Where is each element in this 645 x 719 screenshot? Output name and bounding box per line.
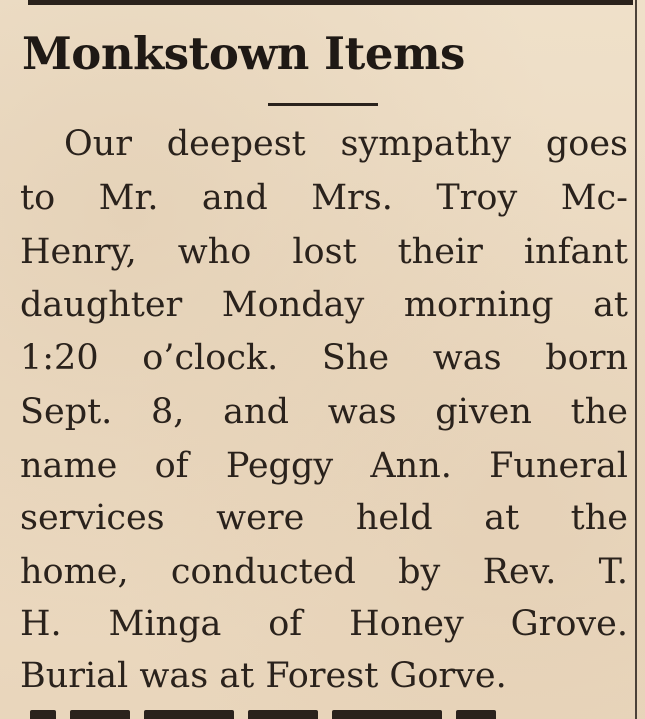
article-line: home, conducted by Rev. T. (20, 552, 628, 592)
right-column-rule (635, 0, 637, 719)
cut-off-next-line (30, 710, 590, 719)
cut-off-glyph (144, 710, 234, 719)
cut-off-glyph (456, 710, 496, 719)
article-line: to Mr. and Mrs. Troy Mc- (20, 178, 628, 218)
article-line: services were held at the (20, 498, 628, 538)
cut-off-glyph (70, 710, 130, 719)
cut-off-glyph (248, 710, 318, 719)
article-line: Burial was at Forest Gorve. (20, 656, 507, 696)
article-headline: Monkstown Items (22, 27, 465, 80)
article-line: Henry, who lost their infant (20, 232, 628, 272)
article-line: 1:20 o’clock. She was born (20, 338, 628, 378)
article-line: H. Minga of Honey Grove. (20, 604, 628, 644)
article-line: daughter Monday morning at (20, 285, 628, 325)
cut-off-glyph (30, 710, 56, 719)
article-line: Sept. 8, and was given the (20, 392, 628, 432)
article-line: name of Peggy Ann. Funeral (20, 446, 628, 486)
top-column-rule (28, 0, 633, 5)
headline-divider (268, 103, 378, 106)
cut-off-glyph (332, 710, 442, 719)
article-line: Our deepest sympathy goes (64, 124, 628, 164)
